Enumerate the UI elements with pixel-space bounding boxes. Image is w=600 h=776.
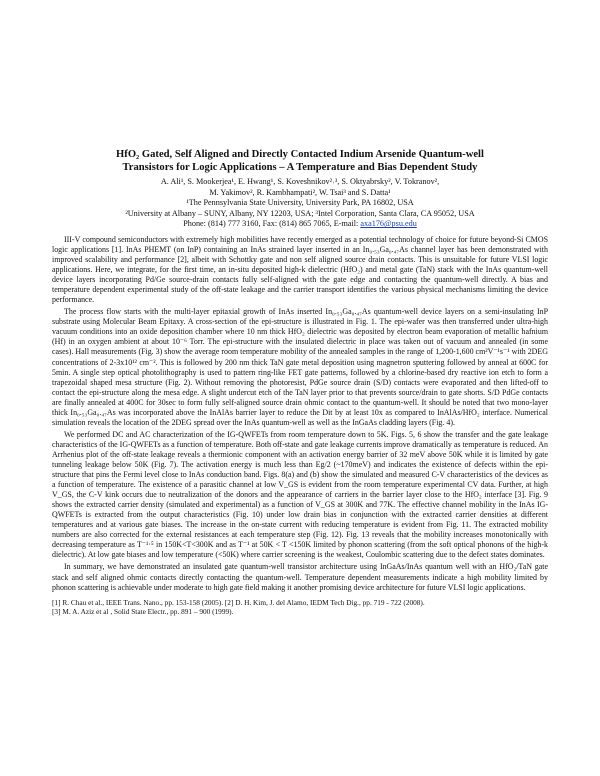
paragraph-characterization: We performed DC and AC characterization of the IG-QWFETs from room temperature down to 5K. Figs. 5, 6 show the transfer and the gate leakage characteristics of the IG-QWFETs as a function of temperature. Both off-state and gate leakage currents improve dramatically as temperature is reduced. An Arrhenius plot of the off-state leakage reveals a thermionic component with an activation energy barrier of 32 meV above 50K while it is limited by gate tunneling leakage below 50K (Fig. 7). The activation energy is much less than Eg/2 (~170meV) and indicates the existence of defects within the epi-structure that pins the Fermi level close to InAs conduction band. Figs. 8(a) and (b) show the simulated and measured C-V characteristics of the devices as a function of temperature. The existence of a parasitic channel at low V_GS is evident from the room temperature experimental CV data. Further, at high V_GS, the C-V kink occurs due to neutralization of the donors and the appearance of carriers in the barrier layer close to the HfO₂ interface [3]. Fig. 9 shows the extracted carrier density (simulated and experimental) as a function of V_GS at 300K and 77K. The effective channel mobility in the InAs IG-QWFETs is extracted from the output characteristics (Fig. 10) under low drain bias in conjunction with the extracted carrier densities at different temperatures and at various gate biases. The increase in the on-state current with reducing temperature is evident from Fig. 11. The extracted mobility numbers are also corrected for the external resistances at each temperature step (Fig. 12). Fig. 13 reveals that the mobility increases monotonically with decreasing temperature as T⁻¹·⁵ in 150K<T<300K and as T⁻¹ at 50K < T <150K limited by phonon scattering (from the soft optical phonons of the high-k dielectric). At low gate biases and low temperature (<50K) where carrier screening is the weakest, Coulombic scattering due to the defect states dominates. bbox=[52, 429, 548, 560]
affiliation-2: ²University at Albany – SUNY, Albany, NY 12203, USA; ³Intel Corporation, Santa Clara, CA 95052, USA bbox=[125, 208, 475, 218]
title-line-1: HfO₂ Gated, Self Aligned and Directly Contacted Indium Arsenide Quantum-well bbox=[116, 149, 484, 160]
email-link[interactable]: axa176@psu.edu bbox=[360, 219, 417, 229]
paragraph-process: The process flow starts with the multi-layer epitaxial growth of InAs inserted In₀.₅₃Ga₀.₄₇As quantum-well device layers on a semi-insulating InP substrate using Molecular Beam Epitaxy. A cross-section of the epi-structure is illustrated in Fig. 1. The epi-wafer was then transferred under ultra-high vacuum conditions into an oxide deposition chamber where 10 nm thick HfO₂ dielectric was deposited by electron beam evaporation of metallic hafnium (Hf) in an oxygen ambient at about 10⁻⁶ Torr. The epi-structure with the insulated dielectric in place was taken out of vacuum and annealed (in some cases). Hall measurements (Fig. 3) show the average room temperature mobility of the annealed samples in the range of 1,200-1,600 cm²V⁻¹s⁻¹ with 2DEG concentrations of 2-3x10¹² cm⁻². This is followed by 200 nm thick TaN gate metal deposition using magnetron sputtering followed by anneal at 600C for 5min. A single step optical photolithography is used to pattern ring-like FET gate patterns, followed by a chlorine-based dry reactive ion etch to form a trapezoidal shaped mesa structure (Fig. 2). Without removing the photoresist, PdGe source drain (S/D) contacts were evaporated and then lifted-off to contact the epi-structure along the mesa edge. A slight undercut etch of the TaN layer prior to that prevents source/drain to gate shorts. S/D PdGe contacts are finally annealed at 400C for 30sec to form fully self-aligned source drain ohmic contact to the quantum-well. It should be noted that two mono-layer thick In₀.₅₃Ga₀.₄₇As was incorporated above the InAlAs barrier layer to reduce the Dit by at least 10x as compared to InAlAs/HfO₂ interface. Numerical simulation reveals the location of the 2DEG spread over the InAs quantum-well as well as the InGaAs cladding layers (Fig. 4). bbox=[52, 307, 548, 427]
contact-info bbox=[52, 219, 548, 230]
affiliation-1: ¹The Pennsylvania State University, University Park, PA 16802, USA bbox=[186, 198, 414, 208]
paper-body bbox=[52, 235, 548, 593]
paragraph-intro: III-V compound semiconductors with extremely high mobilities have recently emerged as a potential technology of choice for future beyond-Si CMOS logic applications [1]. InAs PHEMT (on InP) containing an InAs strained layer inserted in an In₀.₅₃Ga₀.₄₇As channel layer has been demonstrated with improved scalability and performance [2], albeit with Schottky gate and non self aligned source drain contacts. This is unsuitable for future VLSI logic applications. Here, we integrate, for the first time, an in-situ deposited high-k dielectric (HfO₂) and metal gate (TaN) stack with the InAs quantum-well device layers incorporating Pd/Ge source-drain contacts fully self-aligned with the gate edge and contacting the quantum-well directly. A bias and temperature dependent experimental study of the off-state leakage and the carrier transport identifies the various physical mechanisms limiting the device performance. bbox=[52, 234, 548, 305]
authors-line-1: A. Ali¹, S. Mookerjea¹, E. Hwang¹, S. Koveshnikov²˒³, S. Oktyabrsky², V. Tokranov², bbox=[160, 177, 440, 186]
reference-line-2: [3] M. A. Aziz et al , Solid State Electr., pp. 891 – 900 (1999). bbox=[52, 607, 234, 617]
paragraph-summary: In summary, we have demonstrated an insulated gate quantum-well transistor architecture using InGaAs/InAs quantum well with an HfO₂/TaN gate stack and self aligned ohmic contacts directly contacting the quantum-well. Temperature dependent measurements indicate a high mobility limited by phonon scattering is achievable under moderate to high gate field making it another promising device architecture for future VLSI logic applications. bbox=[52, 562, 548, 592]
title-line-2: Transistors for Logic Applications – A Temperature and Bias Dependent Study bbox=[122, 162, 478, 173]
authors-line-2: M. Yakimov², R. Kambhampati², W. Tsai³ and S. Datta¹ bbox=[209, 187, 391, 197]
paper-title bbox=[52, 148, 548, 174]
references bbox=[52, 598, 548, 617]
contact-text: Phone: (814) 777 3160, Fax: (814) 865 7065, E-mail: bbox=[183, 219, 361, 229]
reference-line-1: [1] R. Chau et al., IEEE Trans. Nano., pp. 153-158 (2005). [2] D. H. Kim, J. del Alamo, IEDM Tech Dig., pp. 719 - 722 (2008). bbox=[52, 597, 425, 607]
